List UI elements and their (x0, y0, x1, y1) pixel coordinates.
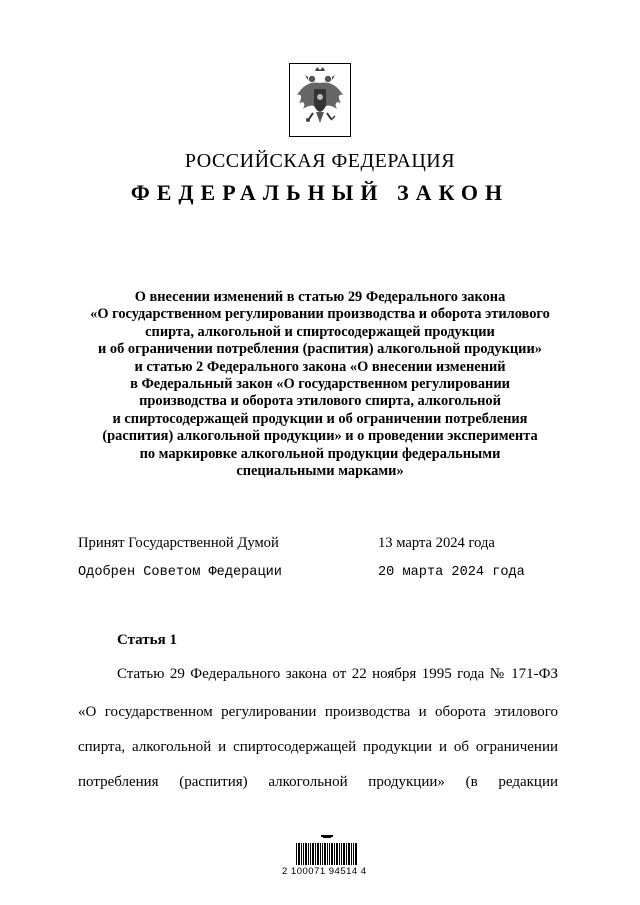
article-text-line: Статью 29 Федерального закона от 22 ноября 1995 года № 171-ФЗ (117, 666, 558, 682)
barcode-icon (295, 835, 359, 865)
law-title-line: производства и оборота этилового спирта, алкогольной (139, 393, 501, 410)
coat-of-arms-emblem (289, 63, 351, 137)
country-name: РОССИЙСКАЯ ФЕДЕРАЦИЯ (184, 150, 456, 172)
barcode-number: 2 100071 94514 4 (282, 866, 367, 877)
law-title-line: специальными марками» (236, 463, 404, 480)
law-title-line: в Федеральный закон «О государственном регулировании (130, 376, 510, 393)
council-approval-label: Одобрен Советом Федерации (78, 565, 282, 580)
law-title-line: и об ограничении потребления (распития) алкогольной продукции» (98, 341, 542, 358)
article-text-line: спирта, алкогольной и спиртосодержащей продукции и об ограничении (78, 739, 558, 755)
law-title-line: по маркировке алкогольной продукции федеральными (139, 445, 501, 462)
duma-adoption-label: Принят Государственной Думой (78, 535, 279, 551)
law-title-line: О внесении изменений в статью 29 Федерального закона (134, 289, 506, 305)
law-title-line: спирта, алкогольной и спиртосодержащей продукции (145, 323, 495, 340)
law-title-line: и статью 2 Федерального закона «О внесении изменений (134, 358, 506, 375)
article-heading: Статья 1 (117, 632, 177, 648)
article-text-line: потребления (распития) алкогольной продукции» (в редакции (78, 774, 558, 790)
law-title-line: «О государственном регулировании производства и оборота этилового (90, 306, 550, 323)
duma-adoption-date: 13 марта 2024 года (378, 535, 495, 551)
council-approval-date: 20 марта 2024 года (378, 565, 525, 580)
law-title-line: и спиртосодержащей продукции и об ограничении потребления (112, 410, 528, 427)
law-title (70, 289, 570, 480)
document-type-heading: ФЕДЕРАЛЬНЫЙ ЗАКОН (130, 180, 510, 205)
article-text-line: «О государственном регулировании производства и оборота этилового (78, 704, 558, 720)
law-title-line: (распития) алкогольной продукции» и о проведении эксперимента (102, 428, 538, 445)
